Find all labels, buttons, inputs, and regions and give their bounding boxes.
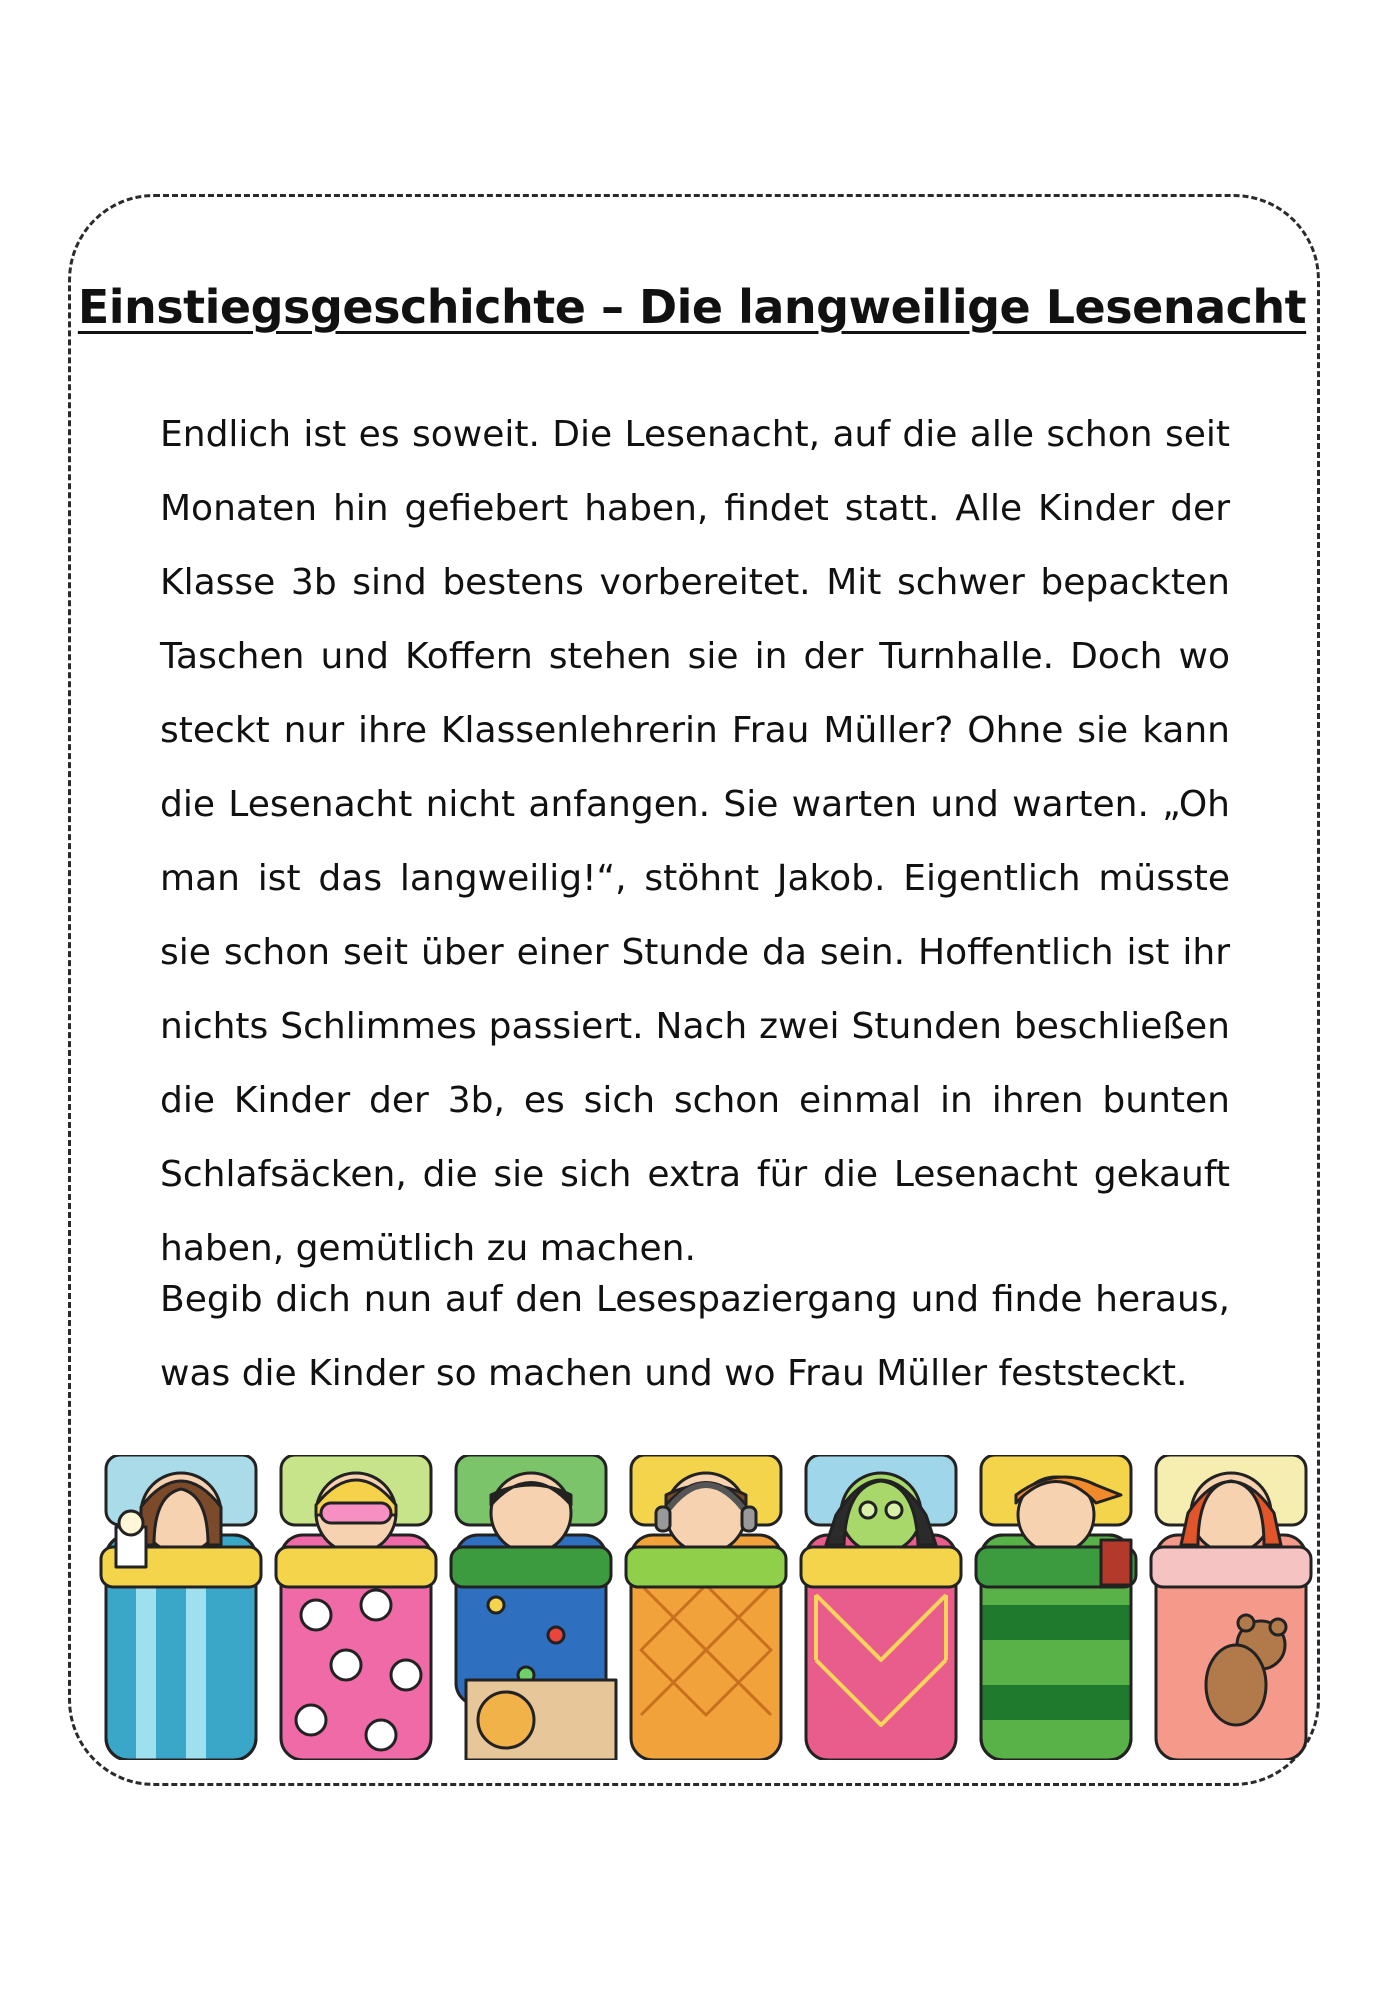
child-cap-icon	[976, 1455, 1136, 1760]
child-face-mask-icon	[801, 1455, 961, 1760]
child-popcorn-icon	[101, 1455, 261, 1760]
child-sleep-mask-icon	[276, 1455, 436, 1760]
story-paragraph: Endlich ist es soweit. Die Lesenacht, auf die alle schon seit Monaten hin gefiebert haben, findet statt. Alle Kinder der Klasse 3b sind bestens vorbereitet. Mit schwer bepackten Taschen und Koffern stehen sie in der Turnhalle. Doch wo steckt nur ihre Klassenlehrerin Frau Müller? Ohne sie kann die Lesenacht nicht anfangen. Sie warten und warten. „Oh man ist das langweilig!“, stöhnt Jakob. Eigentlich müsste sie schon seit über einer Stunde da sein. Hoffentlich ist ihr nichts Schlimmes passiert. Nach zwei Stunden beschließen die Kinder der 3b, es sich schon einmal in ihren bunten Schlafsäcken, die sie sich extra für die Lesenacht gekauft haben, gemütlich zu machen.	[160, 414, 1230, 1269]
child-headphones-icon	[626, 1455, 786, 1760]
document-title: Einstiegsgeschichte – Die langweilige Lesenacht	[77, 280, 1307, 334]
child-teddy-bear-icon	[1151, 1455, 1311, 1760]
instruction-paragraph: Begib dich nun auf den Lesespaziergang und finde heraus, was die Kinder so machen und wo Frau Müller feststeckt.	[160, 1279, 1230, 1394]
sleeping-children-illustration	[96, 1455, 1326, 1760]
child-pizza-icon	[451, 1455, 616, 1760]
